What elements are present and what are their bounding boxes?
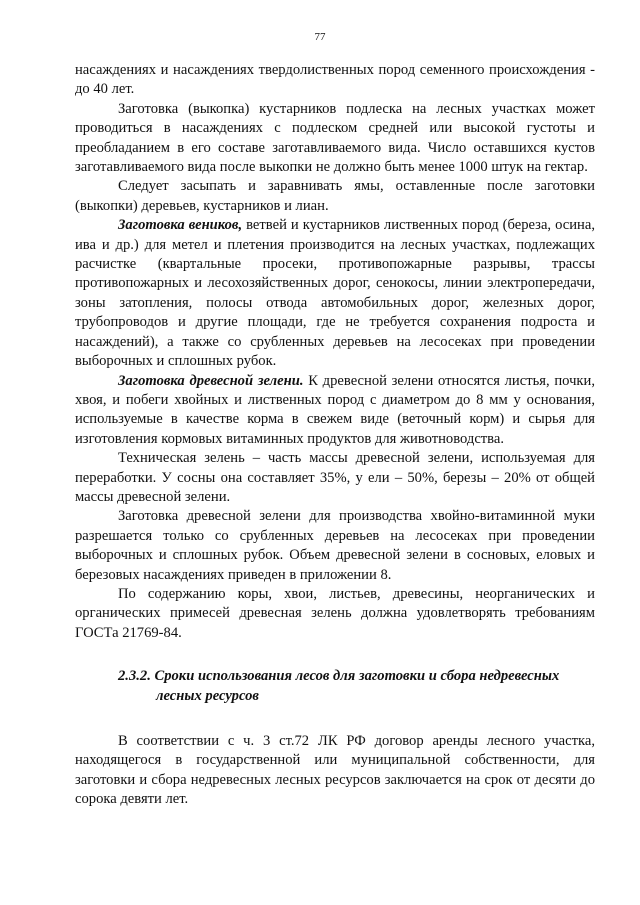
paragraph-5: [75, 372, 595, 450]
section-heading: 2.3.2. Сроки использования лесов для заготовки и сбора недревесных лесных ресурсов: [118, 668, 560, 704]
paragraph-3: Следует засыпать и заравнивать ямы, оставленные после заготовки (выкопки) деревьев, кустарников и лиан.: [75, 178, 595, 214]
paragraph-1: насаждениях и насаждениях твердолиственных пород семенного происхождения - до 40 лет.: [75, 62, 595, 98]
paragraph-7: Заготовка древесной зелени для производства хвойно-витаминной муки разрешается только со срубленных деревьев на лесосеках при проведении выборочных и сплошных рубок. Объем древесной зелени в сосновых, еловых и березовых насаждениях приведен в приложении 8.: [75, 508, 595, 583]
paragraph-5-text: К древесной зелени относятся листья, почки, хвоя, и побеги хвойных и лиственных пород с диаметром до 8 мм у основания, используемые в качестве корма в свежем виде (веточный корм) и сырья для изготовления кормовых витаминных продуктов для животноводства.: [75, 372, 595, 447]
paragraph-8: По содержанию коры, хвои, листьев, древесины, неорганических и органических примесей древесная зелень должна удовлетворять требованиям ГОСТа 21769-84.: [75, 585, 595, 641]
paragraph-4-lead: Заготовка веников,: [118, 217, 243, 234]
paragraph-2: Заготовка (выкопка) кустарников подлеска на лесных участках может проводиться в насаждениях с подлеском средней или высокой густоты и преобладанием в его составе заготавливаемого вида. Число оставшихся кустов заготавливаемого вида после выкопки не должно быть менее 1000 штук на гектар.: [75, 100, 595, 176]
paragraph-4: [75, 216, 595, 371]
paragraph-6: Техническая зелень – часть массы древесной зелени, используемая для переработки. У сосны она составляет 35%, у ели – 50%, березы – 20% от общей массы древесной зелени.: [75, 450, 595, 505]
paragraph-4-text: ветвей и кустарников лиственных пород (береза, осина, ива и др.) для метел и плетения производится на лесных участках, подлежащих расчистке (квартальные просеки, противопожарные разрывы, трассы противопожарных и лесохозяйственных дорог, сенокосы, линии электропередачи, зоны затопления, полосы отвода автомобильных дорог, железных дорог, трубопроводов и другие площади, где не требуется сохранения подроста и насаждений), а также со срубленных деревьев на лесосеках при проведении выборочных и сплошных рубок.: [75, 217, 595, 370]
paragraph-9: В соответствии с ч. 3 ст.72 ЛК РФ договор аренды лесного участка, находящегося в государственной или муниципальной собственности, для заготовки и сбора недревесных лесных ресурсов заключается на срок от десяти до сорока девяти лет.: [75, 733, 595, 808]
paragraph-5-lead: Заготовка древесной зелени.: [118, 372, 304, 389]
section-spacer: [75, 643, 595, 667]
document-body: [75, 61, 595, 810]
page-number: 77: [314, 31, 326, 43]
section-spacer-2: [75, 706, 595, 732]
